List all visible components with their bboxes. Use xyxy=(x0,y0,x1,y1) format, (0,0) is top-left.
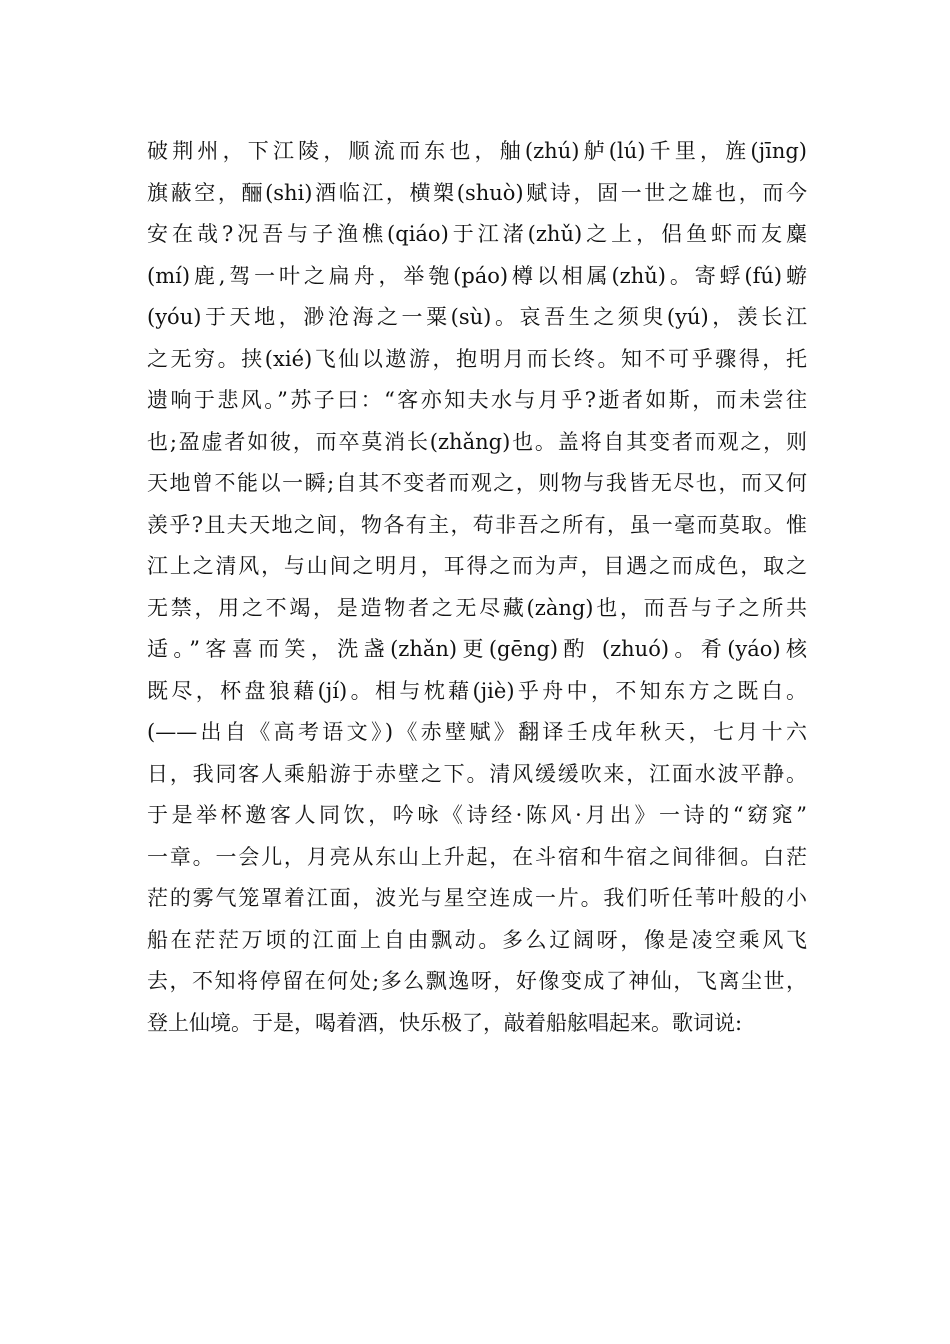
text-line: 既尽，杯盘狼藉(jí)。相与枕藉(jiè)乎舟中，不知东方之既白。 xyxy=(147,678,807,703)
text-line: 安在哉?况吾与子渔樵(qiáo)于江渚(zhǔ)之上，侣鱼虾而友麋 xyxy=(147,222,807,246)
text-line: 船在茫茫万顷的江面上自由飘动。多么辽阔呀，像是凌空乘风飞 xyxy=(147,927,807,952)
text-line: 登上仙境。于是，喝着酒，快乐极了，敲着船舷唱起来。歌词说: xyxy=(147,1010,743,1035)
text-line: 破荆州，下江陵，顺流而东也，舳(zhú)舻(lú)千里，旌(jīng) xyxy=(147,139,807,163)
text-line: 适。”客喜而笑，洗盏(zhǎn)更(gēng)酌 (zhuó)。肴(yáo)核 xyxy=(147,637,807,661)
text-line: 江上之清风，与山间之明月，耳得之而为声，目遇之而成色，取之 xyxy=(147,554,807,578)
text-line: 遗响于悲风。”苏子曰：“客亦知夫水与月乎?逝者如斯，而未尝往 xyxy=(147,388,807,412)
text-line: 旗蔽空，酾(shi)酒临江，横槊(shuò)赋诗，固一世之雄也，而今 xyxy=(147,180,807,205)
text-line: 于是举杯邀客人同饮，吟咏《诗经·陈风·月出》一诗的“窈窕” xyxy=(147,803,807,827)
text-line: 羡乎?且夫天地之间，物各有主，苟非吾之所有，虽一毫而莫取。惟 xyxy=(147,512,807,537)
text-line: 之无穷。挟(xié)飞仙以遨游，抱明月而长终。知不可乎骤得，托 xyxy=(147,346,807,371)
text-line: 天地曾不能以一瞬;自其不变者而观之，则物与我皆无尽也，而又何 xyxy=(147,471,807,495)
text-line: 一章。一会儿，月亮从东山上升起，在斗宿和牛宿之间徘徊。白茫 xyxy=(147,844,807,869)
text-line: 也;盈虚者如彼，而卒莫消长(zhǎng)也。盖将自其变者而观之，则 xyxy=(147,429,807,454)
text-line: 无禁，用之不竭，是造物者之无尽藏(zàng)也，而吾与子之所共 xyxy=(147,595,807,620)
body-text xyxy=(147,131,807,1044)
text-line: (mí)鹿,驾一叶之扁舟，举匏(páo)樽以相属(zhǔ)。寄蜉(fú)蝣 xyxy=(147,263,807,288)
text-line: 日，我同客人乘船游于赤壁之下。清风缓缓吹来，江面水波平静。 xyxy=(147,761,807,786)
text-line: (yóu)于天地，渺沧海之一粟(sù)。哀吾生之须臾(yú)，羡长江 xyxy=(147,305,807,329)
text-line: (——出自《高考语文》)《赤壁赋》翻译壬戌年秋天，七月十六 xyxy=(147,720,807,744)
text-line: 去，不知将停留在何处;多么飘逸呀，好像变成了神仙，飞离尘世， xyxy=(147,969,807,993)
text-line: 茫的雾气笼罩着江面，波光与星空连成一片。我们听任苇叶般的小 xyxy=(147,886,807,910)
